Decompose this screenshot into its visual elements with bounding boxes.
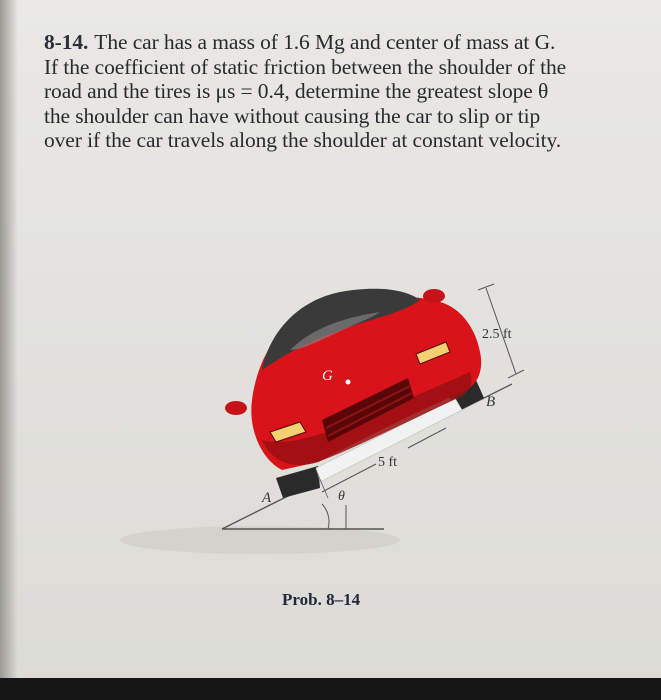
bottom-dark-bar bbox=[0, 678, 661, 700]
problem-line-4: the shoulder can have without causing the car to slip or tip bbox=[44, 103, 541, 128]
problem-line-1: 8-14. The car has a mass of 1.6 Mg and center of mass at G. bbox=[44, 30, 556, 54]
label-A: A bbox=[262, 490, 272, 506]
ground-shadow bbox=[120, 526, 400, 554]
problem-line-2: If the coefficient of static friction between the shoulder of the bbox=[44, 54, 567, 79]
center-of-mass-point bbox=[346, 380, 351, 385]
mirror-right bbox=[423, 289, 445, 303]
mirror-left bbox=[225, 401, 247, 415]
problem-line-5: over if the car travels along the shoulder at constant velocity. bbox=[44, 128, 561, 152]
label-dim-width: 5 ft bbox=[378, 455, 398, 470]
label-dim-height: 2.5 ft bbox=[482, 327, 512, 342]
problem-number: 8-14. bbox=[44, 30, 89, 54]
figure-caption: Prob. 8–14 bbox=[282, 590, 361, 609]
label-G: G bbox=[322, 368, 333, 384]
label-theta: θ bbox=[338, 489, 345, 504]
car bbox=[225, 289, 484, 498]
theta-arc bbox=[322, 504, 329, 529]
tire-left bbox=[276, 466, 320, 498]
dim-height-tick-bottom bbox=[508, 370, 524, 378]
label-B: B bbox=[486, 394, 496, 410]
problem-line-3: road and the tires is μs = 0.4, determine the greatest slope θ bbox=[44, 79, 549, 103]
